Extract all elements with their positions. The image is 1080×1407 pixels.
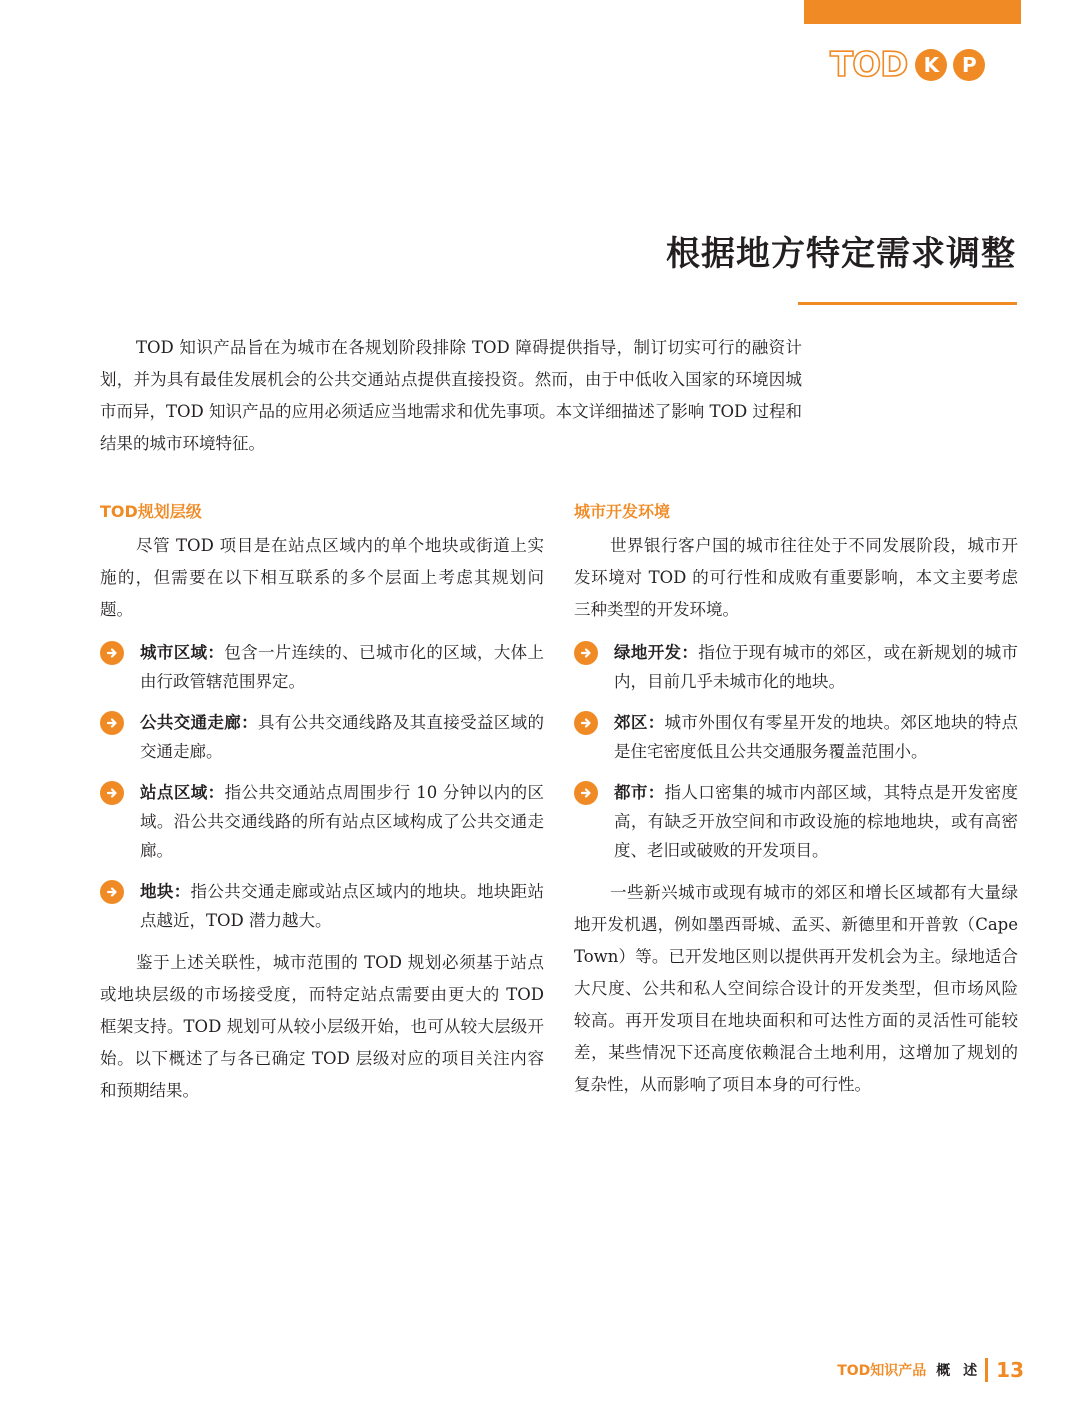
arrow-right-icon xyxy=(574,781,598,805)
bullet-text: 具有公共交通线路及其直接受益区域的交通走廊。 xyxy=(140,713,545,761)
list-item xyxy=(574,708,1018,766)
bullet-term: 绿地开发： xyxy=(614,643,699,662)
arrow-right-icon xyxy=(574,641,598,665)
list-item xyxy=(100,778,544,865)
list-item xyxy=(100,638,544,696)
bullet-term: 城市区域： xyxy=(140,643,225,662)
bullet-text: 城市外围仅有零星开发的地块。郊区地块的特点是住宅密度低且公共交通服务覆盖范围小。 xyxy=(614,713,1019,761)
list-item xyxy=(100,708,544,766)
planning-levels-list xyxy=(100,638,544,935)
arrow-right-icon xyxy=(100,880,124,904)
logo-text: TOD xyxy=(830,45,908,85)
header-accent-bar xyxy=(804,0,1021,24)
bullet-term: 郊区： xyxy=(614,713,665,732)
title-underline xyxy=(798,302,1017,305)
footer-section-name: 概 述 xyxy=(936,1363,982,1379)
arrow-right-icon xyxy=(574,711,598,735)
bullet-term: 公共交通走廊： xyxy=(140,713,258,732)
dev-environment-closing: 一些新兴城市或现有城市的郊区和增长区域都有大量绿地开发机遇，例如墨西哥城、孟买、新德里和开普敦（Cape Town）等。已开发地区则以提供再开发机会为主。绿地适合大尺度、公共和私人空间综合设计的开发类型，但市场风险较高。再开发项目在地块面积和可达性方面的灵活性可能较差，某些情况下还高度依赖混合土地利用，这增加了规划的复杂性，从而影响了项目本身的可行性。 xyxy=(574,883,1018,1094)
intro-paragraph: TOD 知识产品旨在为城市在各规划阶段排除 TOD 障碍提供指导，制订切实可行的融资计划，并为具有最佳发展机会的公共交通站点提供直接投资。然而，由于中低收入国家的环境因城市而异，TOD 知识产品的应用必须适应当地需求和优先事项。本文详细描述了影响 TOD 过程和结果的城市环境特征。 xyxy=(100,338,802,453)
right-column xyxy=(574,498,1018,1101)
bullet-text: 指人口密集的城市内部区域，其特点是开发密度高，有缺乏开放空间和市政设施的棕地地块，或有高密度、老旧或破败的开发项目。 xyxy=(614,783,1019,860)
left-column xyxy=(100,498,544,1107)
list-item xyxy=(574,638,1018,696)
arrow-right-icon xyxy=(100,781,124,805)
bullet-term: 都市： xyxy=(614,783,665,802)
section-heading-planning-levels: TOD规划层级 xyxy=(100,502,202,521)
footer-divider xyxy=(985,1358,988,1382)
bullet-term: 地块： xyxy=(140,882,191,901)
page-number: 13 xyxy=(996,1358,1024,1382)
bullet-text: 包含一片连续的、已城市化的区域，大体上由行政管辖范围界定。 xyxy=(140,643,545,691)
arrow-right-icon xyxy=(100,711,124,735)
logo-circle-k: K xyxy=(915,49,947,81)
page-title: 根据地方特定需求调整 xyxy=(666,234,1016,274)
section-heading-dev-environment: 城市开发环境 xyxy=(574,502,671,521)
footer-product-name: TOD知识产品 xyxy=(837,1363,927,1379)
bullet-term: 站点区域： xyxy=(140,783,225,802)
bullet-text: 指公共交通站点周围步行 10 分钟以内的区域。沿公共交通线路的所有站点区域构成了公共交通走廊。 xyxy=(140,783,544,860)
bullet-text: 指位于现有城市的郊区，或在新规划的城市内，目前几乎未城市化的地块。 xyxy=(614,643,1019,691)
planning-levels-lead: 尽管 TOD 项目是在站点区域内的单个地块或街道上实施的，但需要在以下相互联系的多个层面上考虑其规划问题。 xyxy=(100,536,544,619)
arrow-right-icon xyxy=(100,641,124,665)
dev-environment-lead: 世界银行客户国的城市往往处于不同发展阶段，城市开发环境对 TOD 的可行性和成败有重要影响，本文主要考虑三种类型的开发环境。 xyxy=(574,536,1018,619)
tod-kp-logo xyxy=(830,44,991,86)
logo-circle-p: P xyxy=(953,49,985,81)
dev-environment-list xyxy=(574,638,1018,865)
planning-levels-closing: 鉴于上述关联性，城市范围的 TOD 规划必须基于站点或地块层级的市场接受度，而特定站点需要由更大的 TOD 框架支持。TOD 规划可从较小层级开始，也可从较大层级开始。以下概述了与各已确定 TOD 层级对应的项目关注内容和预期结果。 xyxy=(100,953,544,1100)
list-item xyxy=(100,877,544,935)
bullet-text: 指公共交通走廊或站点区域内的地块。地块距站点越近，TOD 潜力越大。 xyxy=(140,882,545,930)
page-footer xyxy=(837,1356,1024,1384)
list-item xyxy=(574,778,1018,865)
